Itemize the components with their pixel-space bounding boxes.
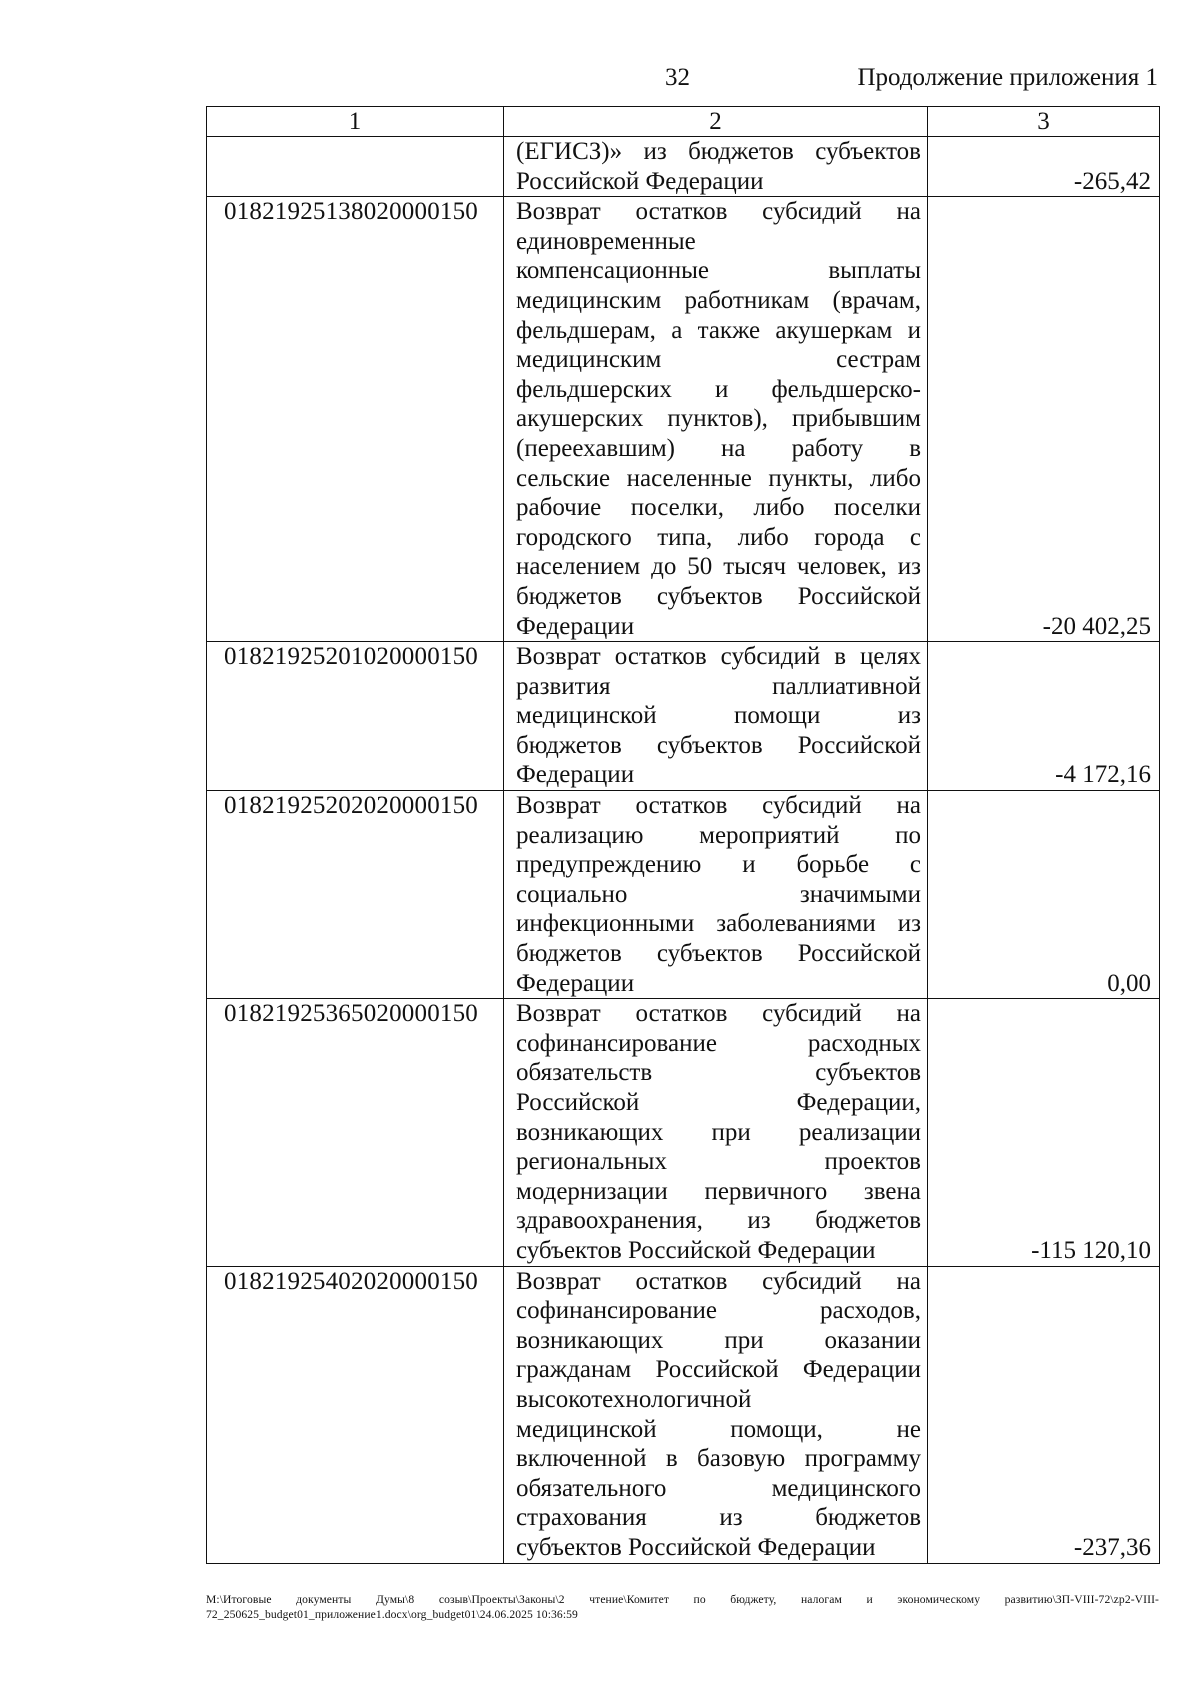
description-line: Федерации	[516, 761, 635, 789]
budget-code-cell: 01821925201020000150	[207, 642, 504, 791]
description-line: страхования из бюджетов	[516, 1504, 921, 1532]
description-line: бюджетов субъектов Российской	[516, 582, 921, 610]
table-row	[207, 999, 1160, 1266]
column-header: 1	[207, 107, 504, 137]
description-line: Возврат остатков субсидий на	[516, 198, 921, 226]
description-line: медицинским сестрам	[516, 346, 921, 374]
description-cell	[504, 791, 928, 999]
column-header: 2	[504, 107, 928, 137]
description-line: реализацию мероприятий по	[516, 821, 921, 849]
description-line: фельдшерских и фельдшерско-	[516, 375, 921, 403]
description-line: возникающих при реализации	[516, 1118, 921, 1146]
description-cell	[504, 137, 928, 197]
budget-code-cell: 01821925138020000150	[207, 197, 504, 642]
description-line: бюджетов субъектов Российской	[516, 940, 921, 968]
description-line: обязательного медицинского	[516, 1474, 921, 1502]
table-row	[207, 137, 1160, 197]
table-row	[207, 197, 1160, 642]
amount-cell: -4 172,16	[928, 642, 1160, 791]
description-line: возникающих при оказании	[516, 1326, 921, 1354]
description-line: включенной в базовую программу	[516, 1445, 921, 1473]
description-line: гражданам Российской Федерации	[516, 1356, 921, 1384]
description-line: сельские населенные пункты, либо	[516, 464, 921, 492]
description-line: (ЕГИСЗ)» из бюджетов субъектов	[516, 138, 921, 165]
description-line: Федерации	[516, 969, 635, 997]
description-line: бюджетов субъектов Российской	[516, 731, 921, 759]
description-line: социально значимыми	[516, 880, 921, 908]
amount-cell: 0,00	[928, 791, 1160, 999]
description-line: модернизации первичного звена	[516, 1177, 921, 1205]
description-line: медицинским работникам (врачам,	[516, 286, 921, 314]
description-line: Федерации	[516, 612, 635, 640]
file-path-footer: M:\Итоговые документы Думы\8 созыв\Проекты\Законы\2 чтение\Комитет по бюджету, налогам и экономическому развитию\ЗП-VIII-72\zp2-VIII-72_250625_budget01_приложение1.docx\org_budget01\24.06.2025 10:36:59	[206, 1593, 1159, 1621]
description-line: медицинской помощи, не	[516, 1415, 921, 1443]
budget-table	[206, 106, 1160, 1564]
description-cell	[504, 1266, 928, 1563]
budget-code-cell	[207, 137, 504, 197]
description-cell	[504, 642, 928, 791]
description-line: Российской Федерации	[516, 167, 764, 195]
table-row	[207, 791, 1160, 999]
budget-code-cell: 01821925402020000150	[207, 1266, 504, 1563]
description-line: субъектов Российской Федерации	[516, 1236, 876, 1264]
page-caption: Продолжение приложения 1	[857, 64, 1158, 91]
description-line: городского типа, либо города с	[516, 523, 921, 551]
description-line: единовременные	[516, 227, 696, 255]
description-line: софинансирование расходных	[516, 1029, 921, 1057]
description-cell	[504, 197, 928, 642]
table-row	[207, 642, 1160, 791]
amount-cell: -115 120,10	[928, 999, 1160, 1266]
description-line: Российской Федерации,	[516, 1089, 921, 1116]
amount-cell: -237,36	[928, 1266, 1160, 1563]
description-line: развития паллиативной	[516, 672, 921, 700]
description-line: компенсационные выплаты	[516, 257, 921, 285]
page-number: 32	[665, 64, 690, 91]
description-line: обязательств субъектов	[516, 1059, 921, 1087]
description-line: Возврат остатков субсидий в целях	[516, 643, 921, 671]
description-line: (переехавшим) на работу в	[516, 434, 921, 462]
description-line: медицинской помощи из	[516, 702, 921, 730]
budget-code-cell: 01821925202020000150	[207, 791, 504, 999]
description-line: инфекционными заболеваниями из	[516, 910, 921, 938]
description-line: Возврат остатков субсидий на	[516, 1267, 921, 1295]
description-line: населением до 50 тысяч человек, из	[516, 553, 921, 581]
description-line: Возврат остатков субсидий на	[516, 1000, 921, 1028]
column-header: 3	[928, 107, 1160, 137]
description-line: фельдшерам, а также акушеркам и	[516, 316, 921, 344]
description-line: Возврат остатков субсидий на	[516, 792, 921, 820]
amount-cell: -20 402,25	[928, 197, 1160, 642]
description-line: здравоохранения, из бюджетов	[516, 1207, 921, 1235]
table-header-row	[207, 107, 1160, 137]
budget-code-cell: 01821925365020000150	[207, 999, 504, 1266]
description-line: рабочие поселки, либо поселки	[516, 494, 921, 522]
amount-cell: -265,42	[928, 137, 1160, 197]
description-line: предупреждению и борьбе с	[516, 851, 921, 879]
description-line: субъектов Российской Федерации	[516, 1533, 876, 1561]
description-line: региональных проектов	[516, 1148, 921, 1176]
description-cell	[504, 999, 928, 1266]
description-line: софинансирование расходов,	[516, 1297, 921, 1325]
description-line: высокотехнологичной	[516, 1385, 752, 1413]
description-line: акушерских пунктов), прибывшим	[516, 405, 921, 433]
table-row	[207, 1266, 1160, 1563]
